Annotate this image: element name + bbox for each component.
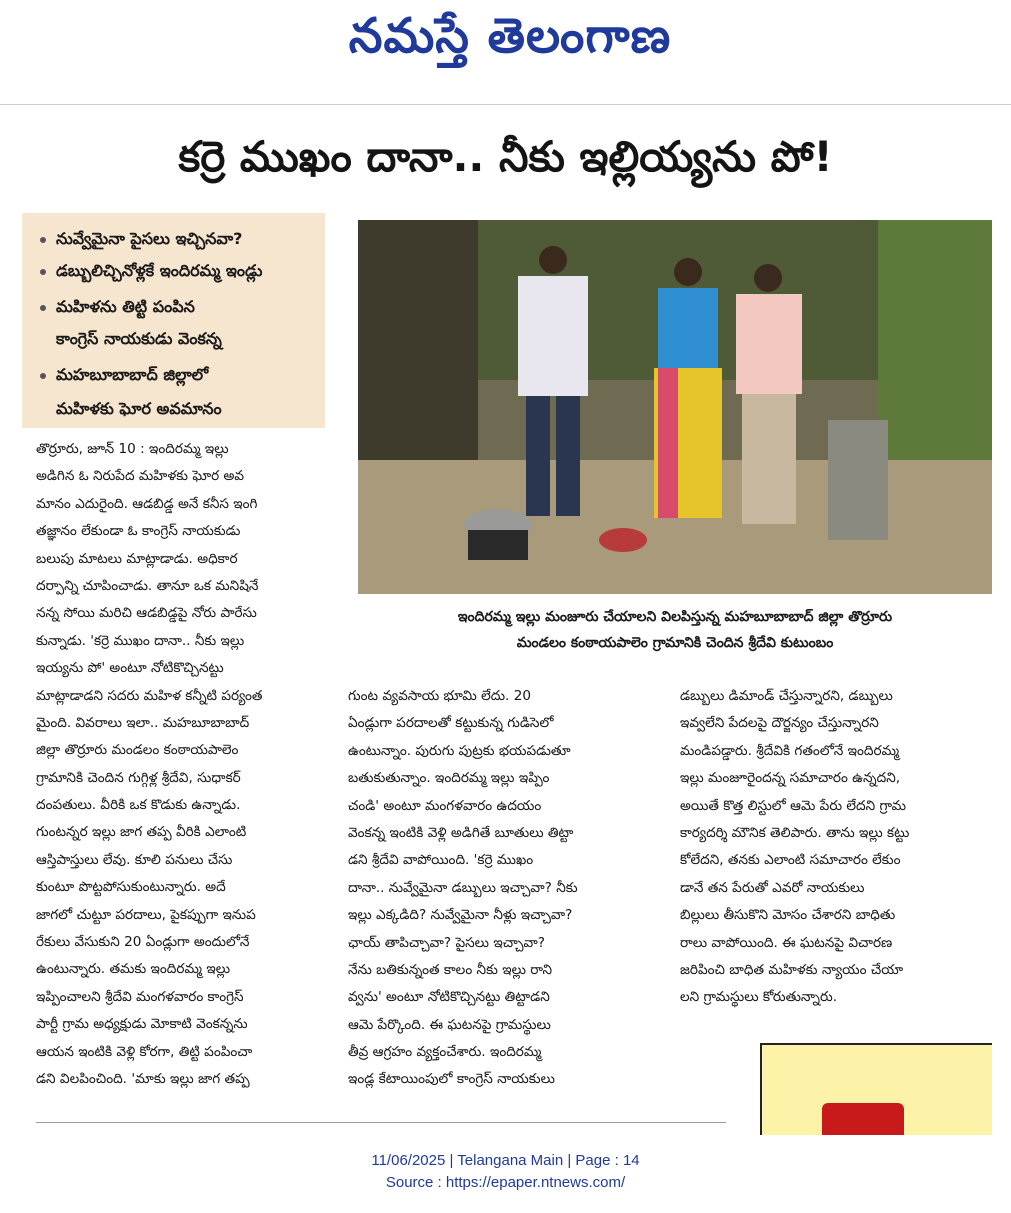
article-line: ఇల్లు ఎక్కడిది? నువ్వేమైనా నీళ్లు ఇచ్చావా? <box>348 907 573 924</box>
footer-source-line: Source : https://epaper.ntnews.com/ <box>385 1174 626 1191</box>
highlight-item <box>40 227 242 251</box>
family-photo <box>358 220 992 594</box>
article-line: దంపతులు. వీరికి ఒక కొడుకు ఉన్నాడు. <box>36 797 241 814</box>
article-line: దానా.. నువ్వేమైనా డబ్బులు ఇచ్చావా? నీకు <box>348 879 578 896</box>
footer-date-line: 11/06/2025 | Telangana Main | Page : 14 <box>371 1152 640 1169</box>
article-line: జరిపించి బాధిత మహిళకు న్యాయం చేయా <box>680 961 904 978</box>
highlights-box <box>22 213 325 428</box>
photo-caption <box>358 604 992 656</box>
article-line: అయితే కొత్త లిస్టులో ఆమె పేరు లేదని గ్రామ <box>680 797 906 814</box>
article-line: నన్న సోయి మరిచి ఆడబిడ్డపై నోరు పారేసు <box>36 605 257 622</box>
article-line: వెంకన్న ఇంటికి వెళ్లి అడిగితే బూతులు తిట్టా <box>348 824 574 841</box>
article-line: రేకులు వేసుకుని 20 ఏండ్లుగా అందులోనే <box>36 934 250 951</box>
headline: కర్రె ముఖం దానా.. నీకు ఇల్లియ్యను పో! <box>178 132 833 181</box>
article-line: ఇయ్యను పో' అంటూ నోటికొచ్చినట్టు <box>36 660 224 677</box>
article-line: నేను బతికున్నంత కాలం నీకు ఇల్లు రాని <box>348 961 553 978</box>
article-line: ఇప్పించాలని శ్రీదేవి మంగళవారం కాంగ్రెస్ <box>36 988 244 1005</box>
article-line: గుంటన్నర ఇల్లు జాగ తప్ప వీరికి ఎలాంటి <box>36 824 247 841</box>
bullet-icon <box>40 373 46 379</box>
article-line: వ్వను' అంటూ నోటికొచ్చినట్టు తిట్టాడని <box>348 989 550 1006</box>
bottle-icon <box>822 1103 904 1135</box>
article-line: ఆయన ఇంటికి వెళ్లి కోరగా, తిట్టి పంపించా <box>36 1043 253 1060</box>
article-line: తీవ్ర ఆగ్రహం వ్యక్తంచేశారు. ఇందిరమ్మ <box>348 1044 542 1061</box>
article-line: ఇల్లు మంజూరైందన్న సమాచారం ఉన్నదని, <box>680 770 901 787</box>
article-line: జాగలో చుట్టూ పరదాలు, పైకప్పుగా ఇనుప <box>36 906 256 923</box>
article-line: బిల్లులు తీసుకొని మోసం చేశారని బాధితు <box>680 907 896 924</box>
article-line: ఇండ్ల కేటాయింపులో కాంగ్రెస్ నాయకులు <box>348 1071 555 1088</box>
highlight-item <box>40 363 208 387</box>
article-line: జిల్లా తొర్రూరు మండలం కంఠాయపాలెం <box>36 742 239 759</box>
article-line: కుంటూ పొట్టపోసుకుంటున్నారు. అదే <box>36 879 226 896</box>
article-line: మానం ఎదురైంది. ఆడబిడ్డ అనే కనీస ఇంగి <box>36 495 258 512</box>
bullet-icon <box>40 237 46 243</box>
advertisement <box>760 1043 992 1135</box>
article-line: కున్నాడు. 'కర్రె ముఖం దానా.. నీకు ఇల్లు <box>36 632 245 649</box>
article-line: మైంది. వివరాలు ఇలా.. మహబూబాబాద్ <box>36 714 250 731</box>
masthead <box>0 0 1011 105</box>
article-line: మాట్లాడాడని సదరు మహిళ కన్నీటి పర్యంత <box>36 687 263 704</box>
highlight-item <box>40 259 262 283</box>
highlight-text: మహబూబాబాద్ జిల్లాలో <box>56 365 209 384</box>
highlight-text: కాంగ్రెస్ నాయకుడు వెంకన్న <box>56 329 222 348</box>
article-line: బలుపు మాటలు మాట్లాడాడు. అధికార <box>36 550 238 567</box>
highlight-text: నువ్వేమైనా పైసలు ఇచ్చినవా? <box>56 229 243 248</box>
article-line: మండిపడ్డారు. శ్రీదేవికి గతంలోనే ఇందిరమ్మ <box>680 742 900 759</box>
article-line: డానే తన పేరుతో ఎవరో నాయకులు <box>680 879 865 896</box>
article-column-3 <box>680 683 986 1012</box>
article-line: ఉంటున్నాం. పురుగు పుట్రకు భయపడుతూ <box>348 742 571 759</box>
article-line: బతుకుతున్నాం. ఇందిరమ్మ ఇల్లు ఇప్పిం <box>348 770 550 787</box>
article-line: ఏండ్లుగా పరదాలతో కట్టుకున్న గుడిసెలో <box>348 715 554 732</box>
article-line: డని విలపించింది. 'మాకు ఇల్లు జాగ తప్ప <box>36 1070 250 1087</box>
article-line: ఆస్తిపాస్తులు లేవు. కూలి పనులు చేసు <box>36 851 233 868</box>
highlight-text: మహిళకు ఘోర అవమానం <box>56 399 222 418</box>
article-line: తజ్ఞానం లేకుండా ఓ కాంగ్రెస్ నాయకుడు <box>36 523 241 540</box>
article-line: గుంట వ్యవసాయ భూమి లేదు. 20 <box>348 688 531 704</box>
highlight-text: మహిళను తిట్టి పంపిన <box>56 297 195 316</box>
caption-line: ఇందిరమ్మ ఇల్లు మంజూరు చేయాలని విలపిస్తున్న మహబూబాబాద్ జిల్లా తొర్రూరు <box>457 609 893 625</box>
article-line: డబ్బులు డిమాండ్ చేస్తున్నారని, డబ్బులు <box>680 688 893 704</box>
article-column-1 <box>36 436 336 1093</box>
divider <box>36 1122 726 1123</box>
article-line: ఉంటున్నారు. తమకు ఇందిరమ్మ ఇల్లు <box>36 961 231 978</box>
article-line: గ్రామానికి చెందిన గుగ్గిళ్ల శ్రీదేవి, సుధాకర్ <box>36 769 241 786</box>
article-line: కార్యదర్శి మౌనిక తెలిపారు. తాను ఇల్లు కట్టు <box>680 824 910 841</box>
article-column-2 <box>348 683 658 1094</box>
article-line: లని గ్రామస్థులు కోరుతున్నారు. <box>680 989 838 1006</box>
newspaper-logo: నమస్తే తెలంగాణ <box>348 8 672 64</box>
photo-illustration <box>358 220 992 594</box>
article-line: తొర్రూరు, జూన్ 10 : ఇందిరమ్మ ఇల్లు <box>36 441 229 457</box>
bullet-icon <box>40 269 46 275</box>
article-line: డని శ్రీదేవి వాపోయింది. 'కర్రె ముఖం <box>348 852 534 869</box>
article-line: రాలు వాపోయింది. ఈ ఘటనపై విచారణ <box>680 934 893 951</box>
highlight-item <box>40 295 195 319</box>
caption-line: మండలం కంఠాయపాలెం గ్రామానికి చెందిన శ్రీదేవి కుటుంబం <box>516 635 834 651</box>
highlight-text: డబ్బులిచ్చినోళ్లకే ఇందిరమ్మ ఇండ్లు <box>56 261 263 280</box>
article-line: అడిగిన ఓ నిరుపేద మహిళకు ఘోర అవ <box>36 468 245 485</box>
article-line: ఇవ్వలేని పేదలపై దౌర్జన్యం చేస్తున్నారని <box>680 715 879 732</box>
article-line: చండి' అంటూ మంగళవారం ఉదయం <box>348 797 542 814</box>
article-line: ఛాయ్ తాపిచ్చావా? పైసలు ఇచ్చావా? <box>348 934 545 951</box>
article-line: కోలేదని, తనకు ఎలాంటి సమాచారం లేకుం <box>680 852 901 869</box>
article-line: దర్పాన్ని చూపించాడు. తానూ ఒక మనిషినే <box>36 577 259 594</box>
bullet-icon <box>40 305 46 311</box>
article-line: పార్టీ గ్రామ అధ్యక్షుడు మోకాటి వెంకన్నను <box>36 1016 248 1033</box>
article-line: ఆమె పేర్కొంది. ఈ ఘటనపై గ్రామస్థులు <box>348 1016 551 1033</box>
